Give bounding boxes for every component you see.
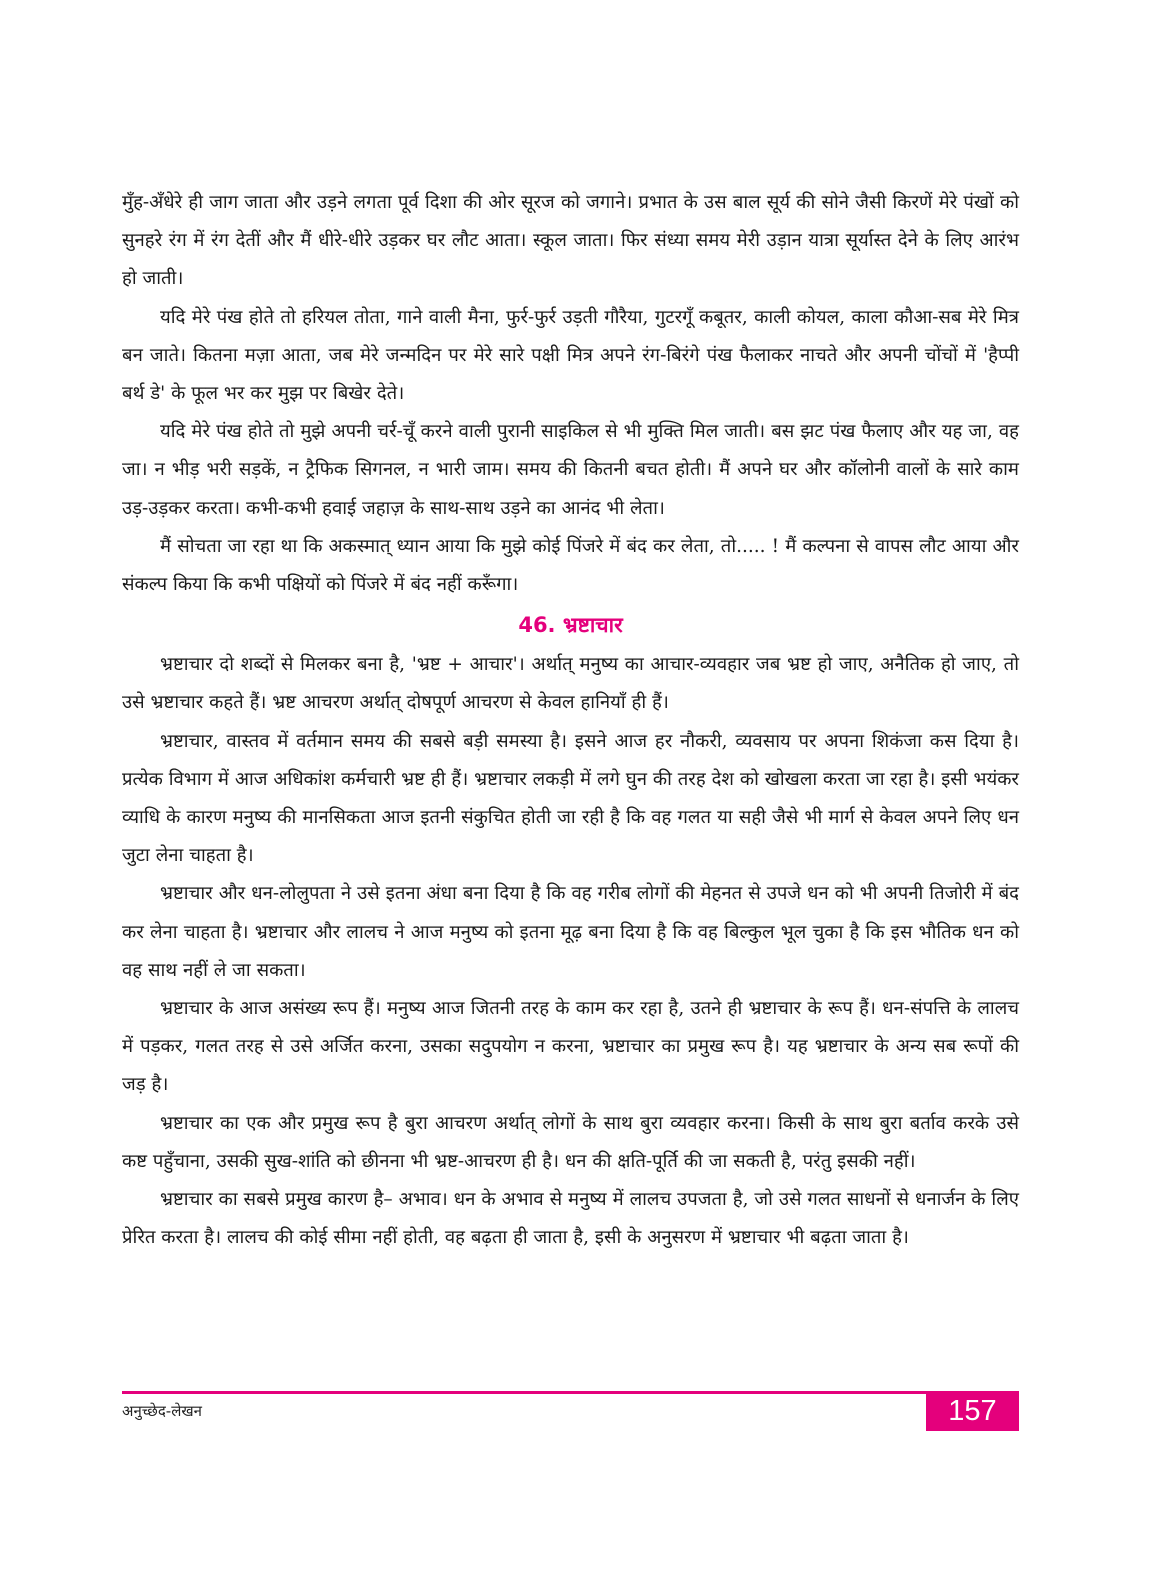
paragraph-biggest-problem: भ्रष्टाचार, वास्तव में वर्तमान समय की सबसे बड़ी समस्या है। इसने आज हर नौकरी, व्यवसाय पर अपना शिकंजा कस दिया है। प्रत्येक विभाग में आज अधिकांश कर्मचारी भ्रष्ट ही हैं। भ्रष्टाचार लकड़ी में लगे घुन की तरह देश को खोखला करता जा रहा है। इसी भयंकर व्याधि के कारण मनुष्य की मानसिकता आज इतनी संकुचित होती जा रही है कि वह गलत या सही जैसे भी मार्ग से केवल अपने लिए धन जुटा लेना चाहता है।	[122, 730, 1019, 867]
footer-section-label: अनुच्छेद-लेखन	[122, 1402, 202, 1420]
paragraph-cycle-freedom: यदि मेरे पंख होते तो मुझे अपनी चर्र-चूँ करने वाली पुरानी साइकिल से भी मुक्ति मिल जाती। बस झट पंख फैलाए और यह जा, वह जा। न भीड़ भरी सड़कें, न ट्रैफिक सिगनल, न भारी जाम। समय की कितनी बचत होती। मैं अपने घर और कॉलोनी वालों के सारे काम उड़-उड़कर करता। कभी-कभी हवाई जहाज़ के साथ-साथ उड़ने का आनंद भी लेता।	[122, 421, 1019, 519]
paragraph-birthday-friends: यदि मेरे पंख होते तो हरियल तोता, गाने वाली मैना, फुर्र-फुर्र उड़ती गौरैया, गुटरगूँ कबूतर, काली कोयल, काला कौआ-सब मेरे मित्र बन जाते। कितना मज़ा आता, जब मेरे जन्मदिन पर मेरे सारे पक्षी मित्र अपने रंग-बिरंगे पंख फैलाकर नाचते और अपनी चोंचों में 'हैप्पी बर्थ डे' के फूल भर कर मुझ पर बिखेर देते।	[122, 306, 1019, 405]
page-number-badge: 157	[926, 1391, 1019, 1431]
section-heading: 46. भ्रष्टाचार	[518, 613, 623, 638]
paragraph-greed: भ्रष्टाचार और धन-लोलुपता ने उसे इतना अंधा बना दिया है कि वह गरीब लोगों की मेहनत से उपजे धन को भी अपनी तिजोरी में बंद कर लेना चाहता है। भ्रष्टाचार और लालच ने आज मनुष्य को इतना मूढ़ बना दिया है कि वह बिल्कुल भूल चुका है कि इस भौतिक धन को वह साथ नहीं ले जा सकता।	[122, 883, 1019, 981]
paragraph-continuation: मुँह-अँधेरे ही जाग जाता और उड़ने लगता पूर्व दिशा की ओर सूरज को जगाने। प्रभात के उस बाल सूर्य की सोने जैसी किरणें मेरे पंखों को सुनहरे रंग में रंग देतीं और मैं धीरे-धीरे उड़कर घर लौट आता। स्कूल जाता। फिर संध्या समय मेरी उड़ान यात्रा सूर्यास्त देने के लिए आरंभ हो जाती।	[122, 192, 1019, 290]
footer-divider	[122, 1391, 1019, 1394]
main-content	[122, 184, 1019, 1257]
page-footer	[122, 1391, 1019, 1435]
paragraph-definition: भ्रष्टाचार दो शब्दों से मिलकर बना है, 'भ्रष्ट + आचार'। अर्थात् मनुष्य का आचार-व्यवहार जब भ्रष्ट हो जाए, अनैतिक हो जाए, तो उसे भ्रष्टाचार कहते हैं। भ्रष्ट आचरण अर्थात् दोषपूर्ण आचरण से केवल हानियाँ ही हैं।	[122, 654, 1019, 714]
paragraph-conclusion: मैं सोचता जा रहा था कि अकस्मात् ध्यान आया कि मुझे कोई पिंजरे में बंद कर लेता, तो..... ! मैं कल्पना से वापस लौट आया और संकल्प किया कि कभी पक्षियों को पिंजरे में बंद नहीं करूँगा।	[122, 535, 1019, 596]
paragraph-forms: भ्रष्टाचार के आज असंख्य रूप हैं। मनुष्य आज जितनी तरह के काम कर रहा है, उतने ही भ्रष्टाचार के रूप हैं। धन-संपत्ति के लालच में पड़कर, गलत तरह से उसे अर्जित करना, उसका सदुपयोग न करना, भ्रष्टाचार का प्रमुख रूप है। यह भ्रष्टाचार के अन्य सब रूपों की जड़ है।	[122, 998, 1019, 1096]
paragraph-bad-conduct: भ्रष्टाचार का एक और प्रमुख रूप है बुरा आचरण अर्थात् लोगों के साथ बुरा व्यवहार करना। किसी के साथ बुरा बर्ताव करके उसे कष्ट पहुँचाना, उसकी सुख-शांति को छीनना भी भ्रष्ट-आचरण ही है। धन की क्षति-पूर्ति की जा सकती है, परंतु इसकी नहीं।	[122, 1112, 1019, 1172]
paragraph-causes: भ्रष्टाचार का सबसे प्रमुख कारण है– अभाव। धन के अभाव से मनुष्य में लालच उपजता है, जो उसे गलत साधनों से धनार्जन के लिए प्रेरित करता है। लालच की कोई सीमा नहीं होती, वह बढ़ता ही जाता है, इसी के अनुसरण में भ्रष्टाचार भी बढ़ता जाता है।	[122, 1189, 1019, 1249]
